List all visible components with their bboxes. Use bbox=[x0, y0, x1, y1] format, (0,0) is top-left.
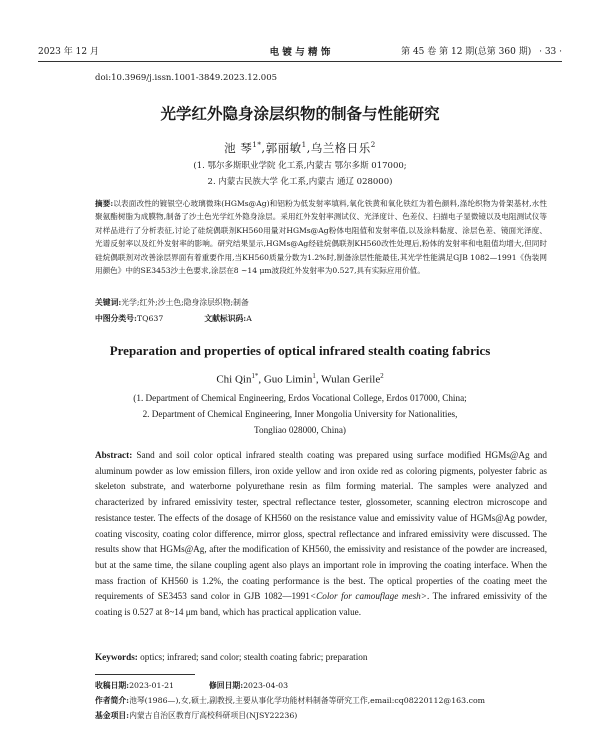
en-abstract-italic: <Color for camouflage mesh> bbox=[309, 591, 427, 602]
en-affiliation-3: Tongliao 028000, China) bbox=[254, 425, 346, 435]
cn-classification bbox=[95, 313, 252, 324]
doc-code-label: 文献标识码: bbox=[204, 314, 247, 323]
author-bio-label: 作者简介: bbox=[95, 696, 130, 705]
en-affiliation-1: (1. Department of Chemical Engineering, Erdos Vocational College, Erdos 017000, China; bbox=[133, 393, 467, 403]
header-date: 2023 年 12 月 bbox=[38, 47, 99, 57]
author-bio-text: 池琴(1986—),女,硕士,副教授,主要从事化学功能材料制备等研究工作,email:cq08220112@163.com bbox=[129, 696, 486, 705]
doc-code-value: A bbox=[246, 314, 252, 323]
clc-value: TQ637 bbox=[136, 314, 164, 323]
header-issue-page bbox=[401, 44, 562, 57]
fund-text: 内蒙古自治区教育厅高校科研项目(NJSY22236) bbox=[129, 711, 298, 720]
cn-abstract bbox=[95, 197, 547, 277]
cn-author-3: 乌兰格日乐 bbox=[310, 141, 371, 155]
cn-keywords-label: 关键词: bbox=[95, 298, 122, 307]
en-abstract-text: Sand and soil color optical infrared stealth coating was prepared using surface modified HGMs@Ag and aluminum powder as low emission fillers, iron oxide yellow and iron oxide red as coloring pigments, polyester fabric as skeleton substrate, and waterborne polyurethane resin as film forming material. The samples were analyzed and characterized by infrared emissivity tester, spectral reflectance tester, glossometer, scanning electron microscope and resistance tester. The effects of the dosage of KH560 on the resistance value and emissivity value of HGMs@Ag powder, coating viscosity, coating color difference, mirror gloss, spectral reflectance and infrared emissivity were discussed. The results show that HGMs@Ag, after the modification of KH560, the emissivity and resistance of the powder are increased, but at the same time, the silane coupling agent also plays an important role in improving the coating interface. When the mass fraction of KH560 is 1.2%, the coating performance is the best. The optical properties of the coating meet the requirements of SE3453 sand color in GJB 1082—1991 bbox=[95, 450, 547, 602]
en-keywords-label: Keywords: bbox=[95, 652, 138, 662]
cn-author-1-sup: 1* bbox=[252, 140, 262, 150]
cn-affiliation-2: 2. 内蒙古民族大学 化工系,内蒙古 通辽 028000) bbox=[207, 177, 393, 187]
cn-keywords-text: 光学;红外;沙土色;隐身涂层织物;制备 bbox=[121, 298, 249, 307]
doi: doi:10.3969/j.issn.1001-3849.2023.12.005 bbox=[95, 73, 278, 83]
en-abstract-label: Abstract: bbox=[95, 450, 133, 460]
footnote-author-bio bbox=[95, 695, 485, 706]
en-abstract bbox=[95, 448, 547, 621]
cn-authors: 池 琴$^{1*}$,郭丽敏$^1$,乌兰格日乐$^2$ bbox=[224, 140, 376, 155]
cn-author-2-sup: 1 bbox=[301, 140, 307, 150]
en-affiliation-2: 2. Department of Chemical Engineering, Inner Mongolia University for Nationalities, bbox=[142, 409, 458, 419]
footnote-fund bbox=[95, 710, 297, 721]
cn-abstract-label: 摘要: bbox=[95, 199, 114, 208]
cn-author-1: 池 琴 bbox=[224, 141, 253, 155]
cn-author-2: 郭丽敏 bbox=[265, 141, 302, 155]
cn-author-3-sup: 2 bbox=[370, 140, 376, 150]
received-label: 收稿日期: bbox=[95, 681, 130, 690]
header-rule bbox=[38, 61, 562, 62]
revised-label: 修回日期: bbox=[209, 681, 244, 690]
en-keywords-text: optics; infrared; sand color; stealth coating fabric; preparation bbox=[140, 652, 368, 662]
running-header bbox=[38, 44, 562, 58]
revised-date: 2023-04-03 bbox=[243, 681, 289, 690]
en-abstract-tail: . The infrared emissivity of the coating is 0.527 at 8~14 μm band, which has practical application value. bbox=[95, 591, 548, 618]
header-page-number: · 33 · bbox=[539, 47, 562, 57]
cn-abstract-text: 以表面改性的镀银空心玻璃微珠(HGMs@Ag)和铝粉为低发射率填料,氧化铁黄和氧化铁红为着色颜料,涤纶织物为骨架基材,水性聚氨酯树脂为成膜物,制备了沙土色光学红外隐身涂层。采用红外发射率测试仪、光泽度计、色差仪、扫描电子显微镜以及电阻测试仪等对样品进行了分析表征,讨论了硅烷偶联剂KH560用量对HGMs@Ag粉体电阻值和发射率值,以及涂料黏度、涂层色差、镜面光泽度、光谱反射率以及红外发射率的影响。研究结果显示,HGMs@Ag经硅烷偶联剂KH560改性处理后,粉体的发射率和电阻值均增大,但同时硅烷偶联剂对改善涂层界面有着重要作用,当KH560质量分数为1.2%时,制备涂层性能最佳,其光学性能满足GJB 1082—1991《伪装网用颜色》中的SE3453沙土色要求,涂层在8 ~14 μm波段红外发射率为0.527,具有实际应用价值。 bbox=[95, 199, 547, 276]
header-journal: 电 镀 与 精 饰 bbox=[269, 47, 331, 58]
en-author-2-sup: 1 bbox=[312, 373, 316, 380]
en-author-3-sup: 2 bbox=[380, 373, 384, 380]
cn-keywords bbox=[95, 297, 249, 308]
footnote-rule bbox=[95, 674, 195, 675]
clc-label: 中图分类号: bbox=[95, 314, 137, 323]
cn-title: 光学红外隐身涂层织物的制备与性能研究 bbox=[160, 105, 440, 123]
header-issue: 第 45 卷 第 12 期(总第 360 期) bbox=[401, 47, 532, 57]
fund-label: 基金项目: bbox=[95, 711, 130, 720]
cn-affiliation-1: (1. 鄂尔多斯职业学院 化工系,内蒙古 鄂尔多斯 017000; bbox=[193, 161, 407, 171]
en-author-3: Wulan Gerile bbox=[321, 373, 381, 386]
received-date: 2023-01-21 bbox=[129, 681, 175, 690]
en-title: Preparation and properties of optical infrared stealth coating fabrics bbox=[109, 343, 491, 358]
en-authors: Chi Qin$^{1*}$, Guo Limin$^1$, Wulan Gerile$^2$ bbox=[216, 373, 384, 386]
en-author-1: Chi Qin bbox=[216, 373, 252, 386]
en-keywords bbox=[95, 650, 547, 666]
footnote-dates bbox=[95, 680, 288, 691]
en-author-2: Guo Limin bbox=[263, 373, 313, 386]
en-author-1-sup: 1* bbox=[251, 373, 259, 380]
